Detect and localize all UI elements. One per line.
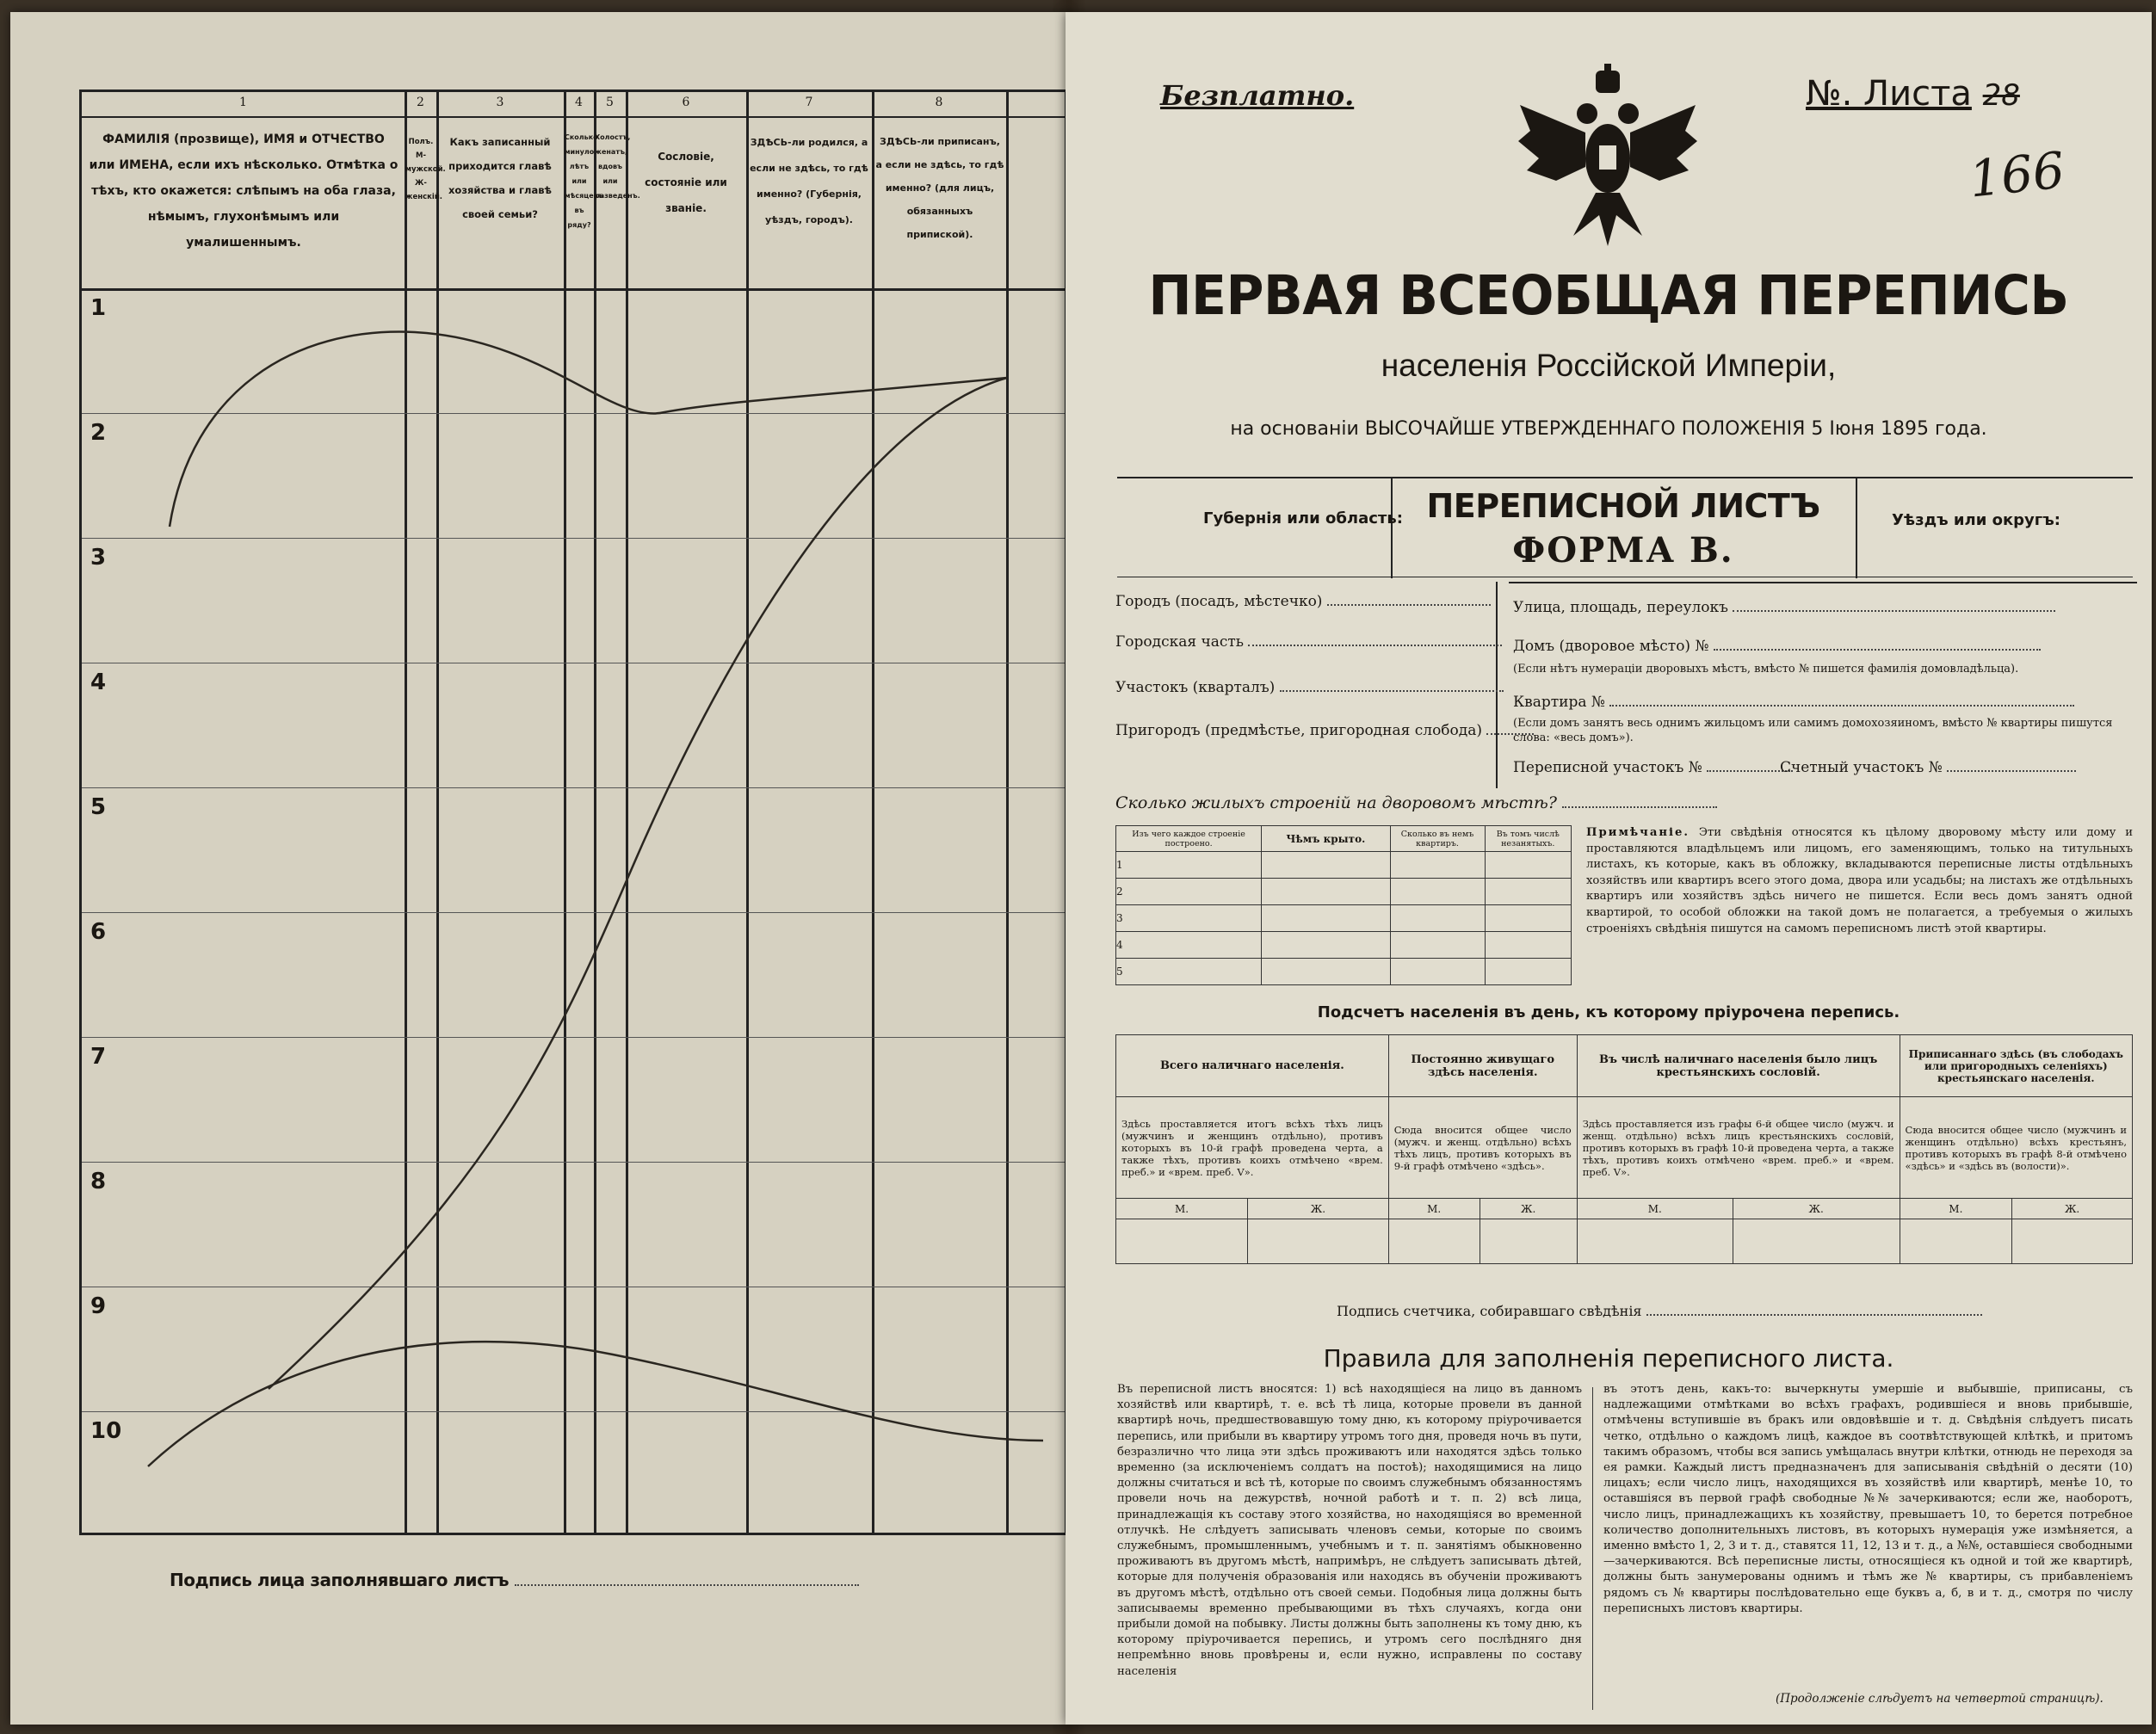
table-cell[interactable] <box>1262 879 1390 905</box>
table-cell[interactable] <box>1262 905 1390 932</box>
table-cell[interactable] <box>1262 932 1390 959</box>
tally-table <box>1115 1034 2133 1264</box>
dwelling-row-number: 5 <box>1116 959 1262 985</box>
male-header: М. <box>1116 1199 1248 1219</box>
left-page <box>10 12 1067 1725</box>
column-number: 3 <box>496 96 504 109</box>
column-header-marital: Холостъ, женатъ, вдовъ или разведенъ. <box>595 133 640 200</box>
sheet-number <box>1806 74 2020 114</box>
note-text: Эти свѣдѣнія относятся къ цѣлому дворовому мѣсту или дому и проставляются владѣльцемъ или лицомъ, его заменяющимъ, только на титульныхъ листахъ, къ которые, какъ въ обложку, вкладываются переписные листы отдѣльныхъ хозяйствъ или квартиръ всего этого дома, двора или усадьбы; на листахъ же отдѣльныхъ квартиръ или хозяйствъ здѣсь ничего не пишется. Если весь домъ занятъ одной квартирой, то особой обложки на такой домъ не полагается, а требуемыя о жилыхъ строеніяхъ свѣдѣнія пишутся на самомъ переписномъ листѣ этой квартиры. <box>1586 826 2133 935</box>
column-header-sex: Полъ. М-мужской. Ж-женскій. <box>405 138 446 201</box>
table-cell[interactable] <box>1485 852 1571 879</box>
column-header-registration: ЗДѢСЬ-ли приписанъ, а если не здѣсь, то гдѣ именно? (для лицъ, обязанныхъ припиской). <box>875 136 1004 240</box>
sheet-number-label: №. Листа <box>1806 74 1972 114</box>
rules-title: Правила для заполненія переписного листа. <box>1323 1344 1894 1373</box>
column-number: 7 <box>805 96 813 109</box>
male-header: М. <box>1388 1199 1480 1219</box>
signature-line[interactable] <box>515 1584 859 1586</box>
rules-right-column: въ этотъ день, какъ-то: вычеркнуты умершіе и выбывшіе, приписаны, съ надлежащими отмѣтками во всѣхъ графахъ, родившіеся и вновь прибывшіе, отмѣчены вступившіе въ бракъ или овдовѣвшіе и т. д. Свѣдѣнія слѣдуетъ писать четко, отдѣльно о каждомъ лицѣ, каждое въ соотвѣтствующей клѣткѣ, и притомъ такимъ образомъ, чтобы вся запись умѣщалась внутри клѣтки, отнюдь не переходя за ея рамки. Каждый листъ предназначенъ для записыванія свѣдѣній о десяти (10) лицахъ; если число лицъ, находящихся въ хозяйствѣ или квартирѣ, менѣе 10, то оставшіяся въ первой графѣ свободные №№ зачеркиваются; если же, наоборотъ, число лицъ, принадлежащихъ къ хозяйству, превышаетъ 10, то берется потребное количество дополнительныхъ листовъ, въ которыхъ нумерація уже измѣняется, а именно вмѣсто 1, 2, 3 и т. д., ставятся 11, 12, 13 и т. д., а №№, оставшіеся свободными—зачеркиваются. Всѣ переписные листы, относящіеся къ одной и той же квартирѣ, должны быть занумерованы однимъ и тѣмъ же № квартиры, съ прибавленіемъ рядомъ съ № квартиры послѣдовательно еще буквъ а, б, в и т. д., смотря по числу переписныхъ листовъ квартиры. <box>1603 1383 2133 1615</box>
tally-cell[interactable] <box>1116 1219 1248 1264</box>
free-label: Безплатно. <box>1160 79 1355 112</box>
apartment-note: (Если домъ занятъ весь однимъ жильцомъ или самимъ домохозяиномъ, вмѣсто № квартиры пишутся слова: «весь домъ»). <box>1513 717 2113 744</box>
counting-district-field[interactable]: Счетный участокъ № <box>1780 759 2076 776</box>
row-number: 1 <box>90 295 107 321</box>
enumerator-signature[interactable]: Подпись счетчика, собиравшаго свѣдѣнія <box>1337 1303 1982 1319</box>
female-header: Ж. <box>1480 1199 1577 1219</box>
tally-head: Приписаннаго здѣсь (въ слободахъ или пригородныхъ селеніяхъ) крестьянскаго населенія. <box>1900 1035 2132 1097</box>
female-header: Ж. <box>2012 1199 2133 1219</box>
street-field[interactable]: Улица, площадь, переулокъ <box>1513 599 2055 616</box>
tally-head: Постоянно живущаго здѣсь населенія. <box>1388 1035 1577 1097</box>
column-header-birthplace: ЗДѢСЬ-ли родился, а если не здѣсь, то гдѣ именно? (Губернія, уѣздъ, городъ). <box>750 137 868 225</box>
dwellings-header: Сколько въ немъ квартиръ. <box>1390 826 1485 852</box>
row-number: 5 <box>90 794 107 820</box>
suburb-field[interactable]: Пригородъ (предмѣстье, пригородная слобода) <box>1115 722 1534 739</box>
dwelling-row-number: 4 <box>1116 932 1262 959</box>
tally-body: Здѣсь проставляется итогъ всѣхъ тѣхъ лицъ (мужчинъ и женщинъ отдѣльно), противъ которыхъ въ 10-й графѣ проведена черта, а также тѣхъ, противъ коихъ отмѣчено «врем. преб.» и «врем. преб. V». <box>1116 1097 1389 1199</box>
apartment-field[interactable]: Квартира № <box>1513 694 2074 711</box>
dwellings-header: Чѣмъ крыто. <box>1262 826 1390 852</box>
handwritten-number: 166 <box>1966 140 2067 209</box>
tally-body: Сюда вносится общее число (мужчинъ и женщинъ отдѣльно) всѣхъ крестьянъ, противъ которыхъ въ графѣ 8-й отмѣчено «здѣсь» и «здѣсь въ (волости)». <box>1900 1097 2132 1199</box>
dwellings-table <box>1115 825 1572 985</box>
form-title: ПЕРЕПИСНОЙ ЛИСТЪ <box>1426 487 1820 525</box>
male-header: М. <box>1900 1199 2012 1219</box>
table-cell[interactable] <box>1485 932 1571 959</box>
signature-label <box>170 1570 859 1590</box>
tally-cell[interactable] <box>1733 1219 1900 1264</box>
note-title: Примѣчаніе. <box>1586 826 1690 839</box>
tally-cell[interactable] <box>1388 1219 1480 1264</box>
dwellings-question[interactable]: Сколько жилыхъ строеній на дворовомъ мѣстѣ? <box>1115 793 1717 812</box>
right-page <box>1066 12 2152 1725</box>
row-number: 7 <box>90 1044 107 1070</box>
column-number: 5 <box>606 96 614 109</box>
column-number: 4 <box>575 96 583 109</box>
column-header-name: ФАМИЛІЯ (прозвище), ИМЯ и ОТЧЕСТВО или ИМЕНА, если ихъ нѣсколько. Отмѣтка о тѣхъ, кто окажется: слѣпымъ на оба глаза, нѣмымъ, глухонѣмымъ или умалишеннымъ. <box>89 133 398 250</box>
table-cell[interactable] <box>1485 879 1571 905</box>
row-number: 3 <box>90 545 107 571</box>
table-cell[interactable] <box>1390 905 1485 932</box>
pencil-strike-mark <box>10 12 1067 1725</box>
sheet-number-struck: 28 <box>1982 78 2020 113</box>
tally-head: Всего наличнаго населенія. <box>1116 1035 1389 1097</box>
table-cell[interactable] <box>1390 932 1485 959</box>
tally-cell[interactable] <box>2012 1219 2133 1264</box>
page-subtitle: населенія Россійской Имперіи, <box>1381 348 1837 383</box>
dwellings-header: Изъ чего каждое строеніе построено. <box>1116 826 1262 852</box>
city-field[interactable]: Городъ (посадъ, мѣстечко) <box>1115 593 1491 610</box>
column-number: 6 <box>682 96 690 109</box>
row-number: 4 <box>90 670 107 695</box>
rules-left-column: Въ переписной листъ вносятся: 1) всѣ находящіеся на лицо въ данномъ хозяйствѣ или квартирѣ, т. е. всѣ тѣ лица, которые провели въ данной квартирѣ ночь, предшествовавшую тому дню, къ которому пріурочивается перепись, или прибыли въ квартиру утромъ того дня, проведя ночь въ пути, безразлично что лица эти здѣсь проживаютъ или находятся здѣсь только временно (за исключеніемъ солдатъ на постоѣ); находящимися на лицо должны считаться и всѣ тѣ, которые по своимъ служебнымъ обязанностямъ провели ночь на дежурствѣ, ночной работѣ и т. п. 2) всѣ лица, принадлежащія къ составу этого хозяйства, но находящіяся во временной отлучкѣ. Не слѣдуетъ записывать членовъ семьи, которые по своимъ служебнымъ, промышленнымъ, учебнымъ и т. п. занятіямъ обыкновенно проживаютъ въ другомъ мѣстѣ, напримѣръ, не слѣдуетъ записывать дѣтей, которые для полученія образованія или находясь въ обученіи проживаютъ въ другомъ мѣстѣ, отдѣльно отъ своей семьи. Подобныя лица должны быть записываемы временно пребывающими въ тѣхъ случаяхъ, когда они прибыли домой на побывку. Листы должны быть заполнены къ тому дню, къ которому пріурочивается перепись, и утромъ сего послѣдняго дня непремѣнно вновь провѣрены и, если нужно, исправлены по составу населенія <box>1117 1383 1582 1678</box>
imperial-eagle-emblem <box>1513 64 1702 253</box>
district-field[interactable]: Городская часть <box>1115 633 1502 651</box>
table-cell[interactable] <box>1262 852 1390 879</box>
house-note: (Если нѣтъ нумераціи дворовыхъ мѣстъ, вмѣсто № пишется фамилія домовладѣльца). <box>1513 663 2019 676</box>
house-field[interactable]: Домъ (дворовое мѣсто) № <box>1513 638 2041 655</box>
dwellings-header: Въ томъ числѣ незанятыхъ. <box>1485 826 1571 852</box>
column-number: 1 <box>239 96 247 109</box>
tally-head: Въ числѣ наличнаго населенія было лицъ крестьянскихъ сословій. <box>1577 1035 1900 1097</box>
tally-cell[interactable] <box>1248 1219 1389 1264</box>
rules-continued: (Продолженіе слѣдуетъ на четвертой страницѣ). <box>1776 1692 2103 1706</box>
table-cell[interactable] <box>1485 959 1571 985</box>
column-number: 8 <box>935 96 943 109</box>
signature-label-text: Подпись лица заполнявшаго листъ <box>170 1570 510 1590</box>
tally-title: Подсчетъ населенія въ день, къ которому пріурочена перепись. <box>1317 1003 1900 1021</box>
table-cell[interactable] <box>1262 959 1390 985</box>
tally-cell[interactable] <box>1900 1219 2012 1264</box>
page-title: ПЕРВАЯ ВСЕОБЩАЯ ПЕРЕПИСЬ <box>1148 264 2069 328</box>
column-header-estate: Сословіе, состояніе или званіе. <box>645 151 727 214</box>
table-cell[interactable] <box>1390 959 1485 985</box>
table-cell[interactable] <box>1390 879 1485 905</box>
tally-cell[interactable] <box>1577 1219 1733 1264</box>
female-header: Ж. <box>1248 1199 1389 1219</box>
tally-body: Сюда вносится общее число (мужч. и женщ. отдѣльно) всѣхъ тѣхъ лицъ, противъ которыхъ въ 9-й графѣ отмѣчено «здѣсь». <box>1388 1097 1577 1199</box>
tally-body: Здѣсь проставляется изъ графы 6-й общее число (мужч. и женщ. отдѣльно) всѣхъ лицъ крестьянскихъ сословій, противъ которыхъ въ графѣ 10-й проведена черта, а также тѣхъ, противъ коихъ отмѣчено «врем. преб.» и «врем. преб. V». <box>1577 1097 1900 1199</box>
row-number: 8 <box>90 1169 107 1194</box>
dwellings-note <box>1586 825 2133 937</box>
row-number: 2 <box>90 420 107 446</box>
dwelling-row-number: 3 <box>1116 905 1262 932</box>
dwelling-row-number: 1 <box>1116 852 1262 879</box>
row-number: 9 <box>90 1293 107 1319</box>
male-header: М. <box>1577 1199 1733 1219</box>
column-header-relation: Какъ записанный приходится главѣ хозяйства и главѣ своей семьи? <box>448 136 552 220</box>
census-district-field[interactable]: Переписной участокъ № <box>1513 759 1793 776</box>
row-number: 10 <box>90 1418 122 1444</box>
form-header-box <box>1117 477 2133 578</box>
dwelling-row-number: 2 <box>1116 879 1262 905</box>
form-name: ФОРМА В. <box>1512 530 1734 571</box>
uezd-label: Уѣздъ или округъ: <box>1892 511 2060 529</box>
gubernia-label: Губернія или область: <box>1203 509 1403 528</box>
row-number: 6 <box>90 919 107 945</box>
precinct-field[interactable]: Участокъ (кварталъ) <box>1115 679 1504 696</box>
column-header-age: Сколько минуло лѣтъ или мѣсяцевъ въ ряду? <box>565 133 603 229</box>
tally-cell[interactable] <box>1480 1219 1577 1264</box>
female-header: Ж. <box>1733 1199 1900 1219</box>
table-cell[interactable] <box>1485 905 1571 932</box>
column-number: 2 <box>417 96 424 109</box>
table-cell[interactable] <box>1390 852 1485 879</box>
legal-basis: на основаніи ВЫСОЧАЙШЕ УТВЕРЖДЕННАГО ПОЛОЖЕНІЯ 5 Іюня 1895 года. <box>1230 418 1987 440</box>
